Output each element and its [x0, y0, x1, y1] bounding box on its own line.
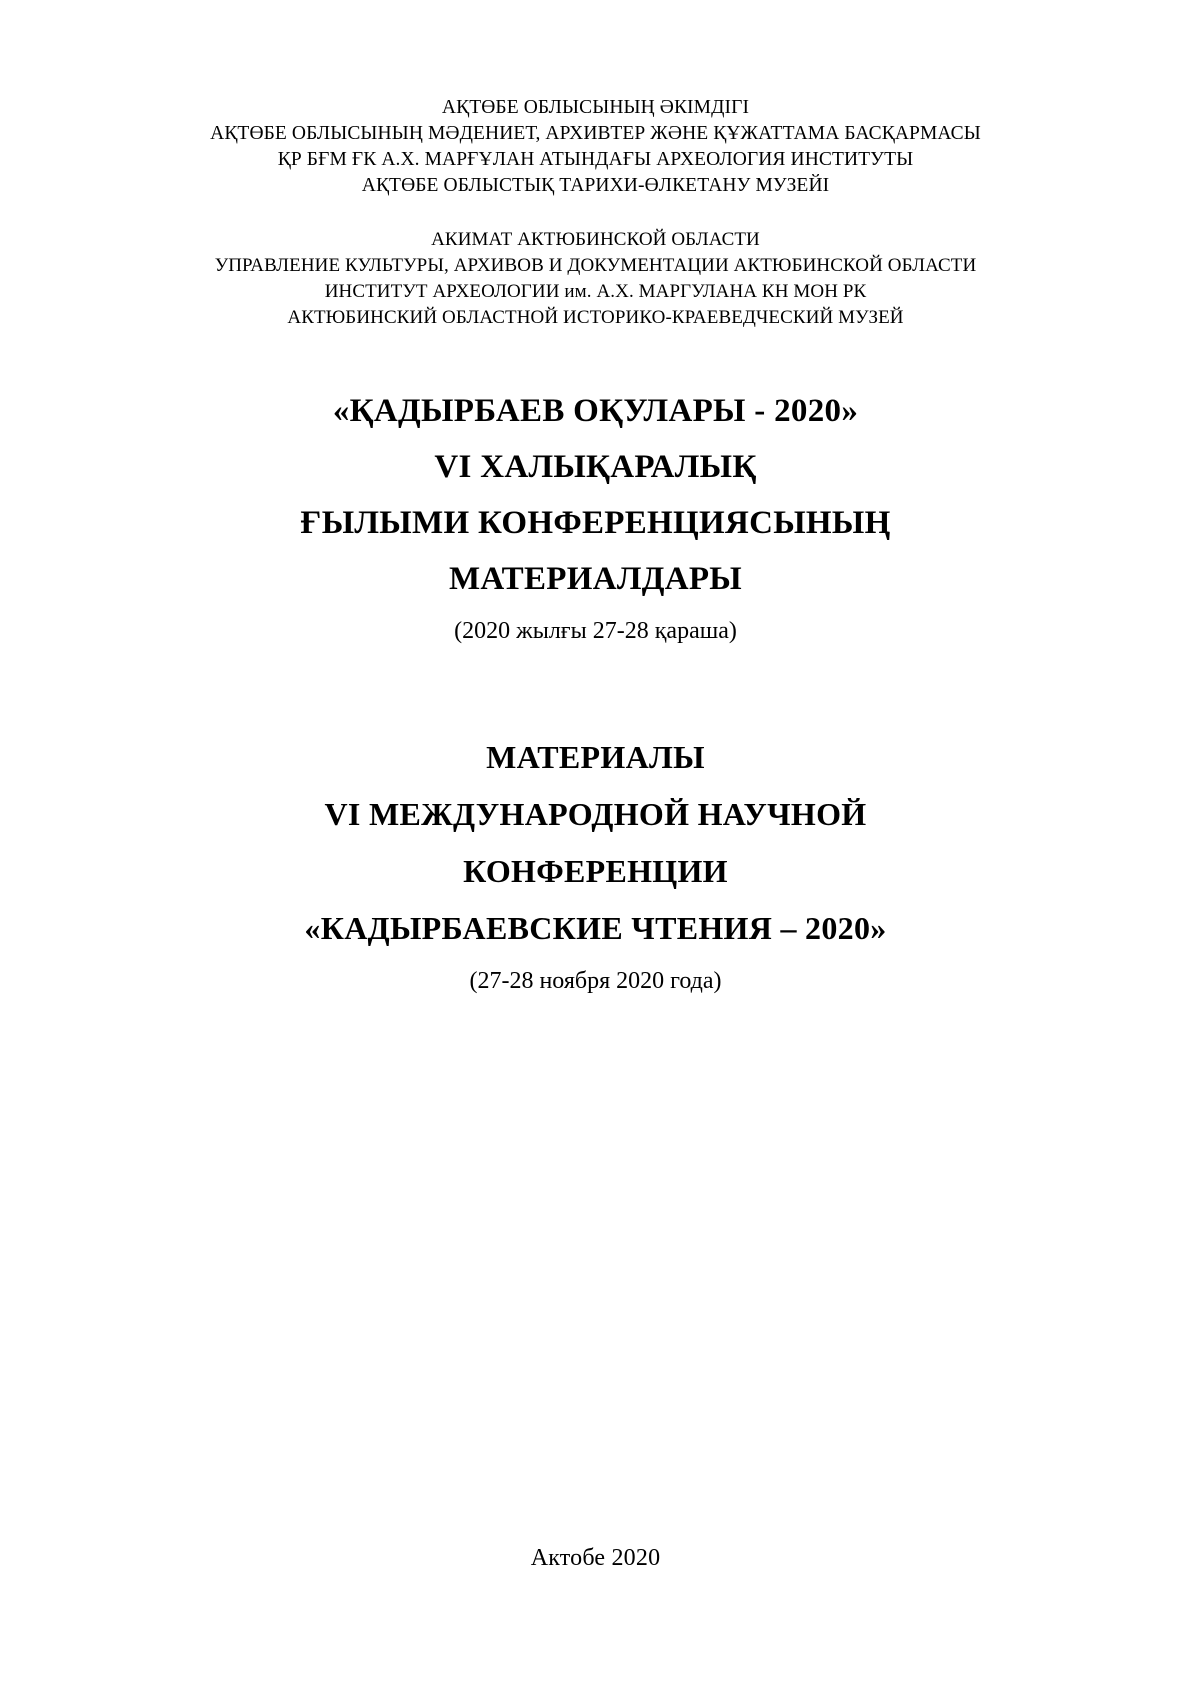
organization-line: АҚТӨБЕ ОБЛЫСТЫҚ ТАРИХИ-ӨЛКЕТАНУ МУЗЕЙІ [361, 175, 830, 196]
title-line: МАТЕРИАЛДАРЫ [448, 561, 743, 597]
organization-line: АКИМАТ АКТЮБИНСКОЙ ОБЛАСТИ [431, 229, 760, 250]
organization-line: ҚР БҒМ ҒК А.Х. МАРҒҰЛАН АТЫНДАҒЫ АРХЕОЛОГИЯ ИНСТИТУТЫ [277, 149, 914, 170]
organization-line: УПРАВЛЕНИЕ КУЛЬТУРЫ, АРХИВОВ И ДОКУМЕНТАЦИИ АКТЮБИНСКОЙ ОБЛАСТИ [214, 255, 977, 276]
title-line: VI МЕЖДУНАРОДНОЙ НАУЧНОЙ [324, 796, 867, 832]
imprint-block [110, 1545, 1081, 1624]
title-line: «ҚАДЫРБАЕВ ОҚУЛАРЫ - 2020» [332, 393, 859, 429]
imprint-text: Актобе 2020 [530, 1545, 661, 1571]
title-line: КОНФЕРЕНЦИИ [463, 853, 728, 889]
conference-date-kazakh: (2020 жылғы 27-28 қараша) [454, 618, 737, 644]
conference-title-kazakh [110, 383, 1081, 651]
organization-line: АҚТӨБЕ ОБЛЫСЫНЫҢ ӘКІМДІГІ [441, 97, 750, 118]
organizations-russian [110, 227, 1081, 331]
organization-line: ИНСТИТУТ АРХЕОЛОГИИ им. А.Х. МАРГУЛАНА КН МОН РК [324, 281, 867, 302]
title-line: «КАДЫРБАЕВСКИЕ ЧТЕНИЯ – 2020» [304, 910, 887, 946]
title-line: VI ХАЛЫҚАРАЛЫҚ [434, 449, 757, 485]
title-line: МАТЕРИАЛЫ [486, 739, 705, 775]
organizations-kazakh [110, 95, 1081, 199]
conference-date-russian: (27-28 ноября 2020 года) [469, 968, 722, 994]
title-line: ҒЫЛЫМИ КОНФЕРЕНЦИЯСЫНЫҢ [300, 505, 891, 541]
conference-title-russian [110, 729, 1081, 1001]
organization-line: АКТЮБИНСКИЙ ОБЛАСТНОЙ ИСТОРИКО-КРАЕВЕДЧЕСКИЙ МУЗЕЙ [287, 307, 904, 328]
organization-line: АҚТӨБЕ ОБЛЫСЫНЫҢ МӘДЕНИЕТ, АРХИВТЕР ЖӘНЕ ҚҰЖАТТАМА БАСҚАРМАСЫ [210, 123, 981, 144]
